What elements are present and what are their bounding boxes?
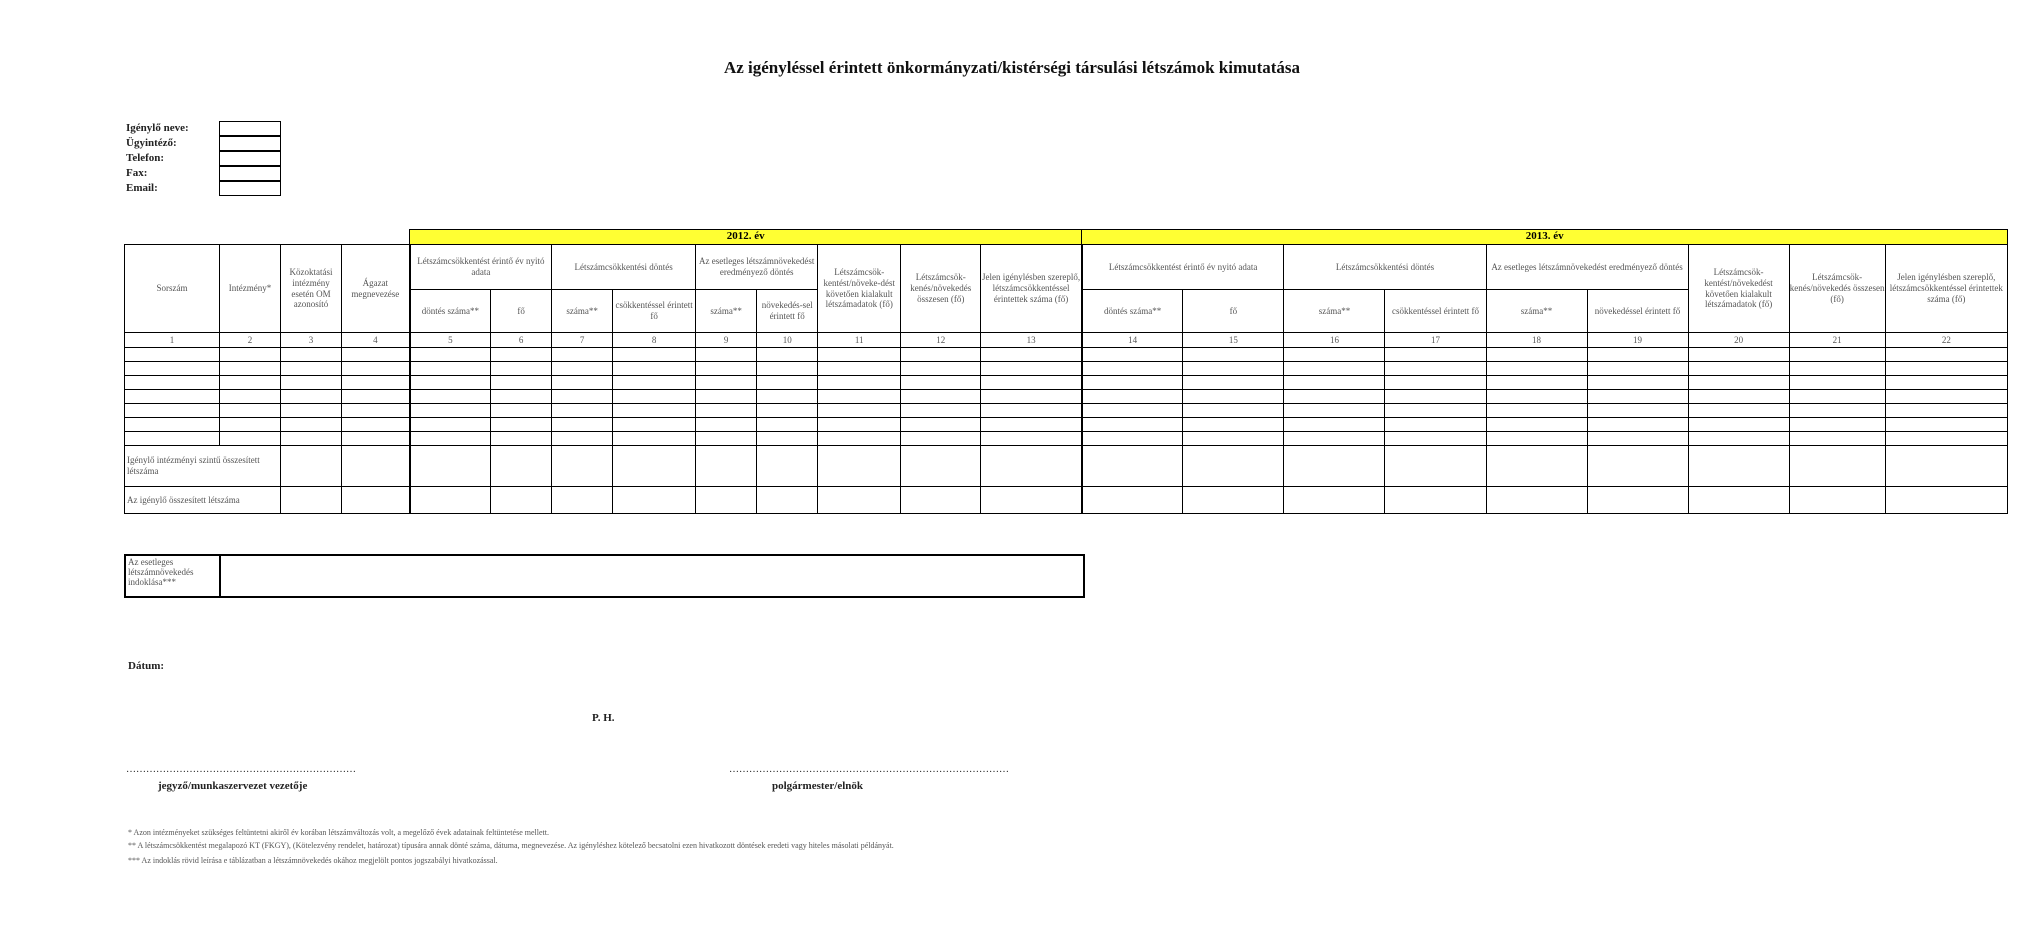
sum-cell[interactable] [901,487,981,514]
table-cell[interactable] [1486,390,1587,404]
sum-cell[interactable] [342,487,410,514]
total-sum-row [125,487,2008,514]
sum-cell[interactable] [901,446,981,487]
table-cell[interactable] [901,404,981,418]
table-cell[interactable] [757,348,818,362]
table-cell[interactable] [552,432,613,446]
column-number: 2 [220,333,281,348]
table-cell[interactable] [410,376,491,390]
table-cell[interactable] [818,418,901,432]
page-title: Az igényléssel érintett önkormányzati/kistérségi társulási létszámok kimutatása [723,58,1301,77]
sum-cell[interactable] [1688,487,1789,514]
table-cell[interactable] [696,348,757,362]
sum-cell[interactable] [491,487,552,514]
table-cell[interactable] [125,348,220,362]
column-number: 16 [1284,333,1385,348]
table-cell[interactable] [818,362,901,376]
sum-cell[interactable] [818,487,901,514]
table-cell[interactable] [1789,418,1885,432]
table-cell[interactable] [757,404,818,418]
table-cell[interactable] [1385,362,1486,376]
table-cell[interactable] [818,348,901,362]
footnote-1: * Azon intézményeket szükséges feltüntetni akiről év korában létszámváltozás volt, a megelőző évek adatainak feltüntetése mellett. [128,828,549,837]
column-number: 12 [901,333,981,348]
table-cell[interactable] [1486,418,1587,432]
sum-cell[interactable] [1082,446,1183,487]
table-cell[interactable] [696,432,757,446]
justification-field[interactable] [220,555,1084,597]
table-cell[interactable] [491,376,552,390]
table-cell[interactable] [1486,404,1587,418]
table-cell[interactable] [552,404,613,418]
table-cell[interactable] [491,432,552,446]
signature-label-mayor: polgármester/elnök [772,780,864,792]
table-cell[interactable] [1183,362,1284,376]
group-2013-esetleges: Az esetleges létszámnövekedést eredményező döntés [1486,245,1688,290]
table-cell[interactable] [1789,432,1885,446]
sum-cell[interactable] [981,446,1082,487]
table-cell[interactable] [1486,348,1587,362]
table-cell[interactable] [220,404,281,418]
sum-cell[interactable] [342,446,410,487]
table-cell[interactable] [613,376,696,390]
group-2013-dontes: Létszámcsökkentési döntés [1284,245,1486,290]
column-number: 21 [1789,333,1885,348]
table-cell[interactable] [1587,432,1688,446]
table-cell[interactable] [1385,404,1486,418]
table-cell[interactable] [1688,362,1789,376]
table-cell[interactable] [757,418,818,432]
table-cell[interactable] [901,432,981,446]
table-row [125,348,2008,362]
sum-cell[interactable] [1486,446,1587,487]
column-number: 9 [696,333,757,348]
table-cell[interactable] [220,418,281,432]
table-cell[interactable] [901,418,981,432]
sub-2013-csokkentessel: csökkentéssel érintett fő [1385,290,1486,333]
table-cell[interactable] [981,432,1082,446]
table-cell[interactable] [1183,390,1284,404]
table-cell[interactable] [1789,404,1885,418]
sub-2013-novekedes: növekedéssel érintett fő [1587,290,1688,333]
table-cell[interactable] [1082,432,1183,446]
table-cell[interactable] [410,362,491,376]
table-cell[interactable] [410,348,491,362]
table-cell[interactable] [1789,376,1885,390]
sum-cell[interactable] [1587,487,1688,514]
table-cell[interactable] [613,418,696,432]
table-cell[interactable] [1789,362,1885,376]
sum-row-2-label: Az igénylő összesített létszáma [125,487,281,514]
table-cell[interactable] [901,362,981,376]
sum-row-1-label: Igénylő intézményi szintű összesített létszáma [125,446,281,487]
table-cell[interactable] [1885,390,2007,404]
table-cell[interactable] [1183,404,1284,418]
col-sorszam: Sorszám [125,245,220,333]
table-cell[interactable] [125,362,220,376]
sum-cell[interactable] [1284,446,1385,487]
table-cell[interactable] [818,432,901,446]
year-2012-header: 2012. év [410,230,1082,245]
table-cell[interactable] [981,418,1082,432]
sum-cell[interactable] [757,487,818,514]
sum-cell[interactable] [281,446,342,487]
table-cell[interactable] [281,390,342,404]
signature-line-mayor: ………………………………………………………………………… [729,764,1009,775]
sum-cell[interactable] [410,446,491,487]
sum-cell[interactable] [1789,446,1885,487]
table-cell[interactable] [1284,418,1385,432]
table-cell[interactable] [491,404,552,418]
table-cell[interactable] [1587,418,1688,432]
table-cell[interactable] [342,362,410,376]
table-cell[interactable] [1082,418,1183,432]
table-cell[interactable] [1688,432,1789,446]
table-cell[interactable] [1587,376,1688,390]
table-cell[interactable] [757,390,818,404]
table-cell[interactable] [1082,404,1183,418]
table-cell[interactable] [342,404,410,418]
column-number: 22 [1885,333,2007,348]
table-cell[interactable] [1486,376,1587,390]
table-cell[interactable] [757,376,818,390]
table-cell[interactable] [220,390,281,404]
column-number: 5 [410,333,491,348]
sub-2013-dontes-szama: döntés száma** [1082,290,1183,333]
column-number: 11 [818,333,901,348]
column-number: 17 [1385,333,1486,348]
table-cell[interactable] [1284,432,1385,446]
col-2012-jelen: Jelen igénylésben szereplő, létszámcsökkentéssel érintettek száma (fő) [981,245,1082,333]
column-number: 13 [981,333,1082,348]
sum-cell[interactable] [613,446,696,487]
table-cell[interactable] [1789,390,1885,404]
sum-cell[interactable] [1385,487,1486,514]
table-cell[interactable] [1385,432,1486,446]
table-cell[interactable] [613,362,696,376]
table-cell[interactable] [613,348,696,362]
sum-cell[interactable] [552,446,613,487]
table-cell[interactable] [1885,418,2007,432]
table-row [125,404,2008,418]
table-cell[interactable] [491,390,552,404]
table-cell[interactable] [342,390,410,404]
col-agazat: Ágazat megnevezése [342,245,410,333]
table-cell[interactable] [220,348,281,362]
group-2012-esetleges: Az esetleges létszámnövekedést eredményező döntés [696,245,818,290]
table-cell[interactable] [1183,348,1284,362]
table-cell[interactable] [1183,432,1284,446]
table-cell[interactable] [552,348,613,362]
column-number: 15 [1183,333,1284,348]
justification-label: Az esetleges létszámnövekedés indoklása*** [125,555,220,597]
table-cell[interactable] [552,390,613,404]
year-2013-header: 2013. év [1082,230,2008,245]
sum-cell[interactable] [696,446,757,487]
table-cell[interactable] [1082,348,1183,362]
table-cell[interactable] [1486,432,1587,446]
table-cell[interactable] [696,362,757,376]
table-cell[interactable] [1688,376,1789,390]
col-2013-osszesen: Létszámcsök-kenés/növekedés összesen (fő) [1789,245,1885,333]
column-number: 1 [125,333,220,348]
phone-field[interactable] [219,151,281,166]
table-cell[interactable] [757,432,818,446]
table-cell[interactable] [281,432,342,446]
table-cell[interactable] [1284,376,1385,390]
sub-2012-fo: fő [491,290,552,333]
sum-cell[interactable] [410,487,491,514]
table-cell[interactable] [1885,432,2007,446]
table-cell[interactable] [981,362,1082,376]
table-cell[interactable] [1183,376,1284,390]
table-cell[interactable] [342,432,410,446]
table-cell[interactable] [613,432,696,446]
table-cell[interactable] [410,418,491,432]
table-cell[interactable] [1183,418,1284,432]
table-cell[interactable] [1885,348,2007,362]
sub-2012-szama: száma** [552,290,613,333]
column-number-row [125,333,2008,348]
table-cell[interactable] [1385,348,1486,362]
table-cell[interactable] [281,376,342,390]
table-cell[interactable] [757,362,818,376]
column-number: 18 [1486,333,1587,348]
table-cell[interactable] [1486,362,1587,376]
table-cell[interactable] [696,390,757,404]
table-cell[interactable] [1385,418,1486,432]
col-intezmeny: Intézmény* [220,245,281,333]
table-cell[interactable] [281,404,342,418]
sum-cell[interactable] [818,446,901,487]
sub-2012-szama-2: száma** [696,290,757,333]
table-cell[interactable] [281,418,342,432]
sum-cell[interactable] [1183,446,1284,487]
table-row [125,432,2008,446]
sum-cell[interactable] [1385,446,1486,487]
table-row [125,418,2008,432]
col-2013-kialakult: Létszámcsök-kentést/növekedést követően kialakult létszámadatok (fő) [1688,245,1789,333]
email-field[interactable] [219,181,281,196]
table-cell[interactable] [342,418,410,432]
fax-field[interactable] [219,166,281,181]
table-row [125,390,2008,404]
table-cell[interactable] [552,362,613,376]
table-cell[interactable] [1082,362,1183,376]
table-cell[interactable] [981,404,1082,418]
sum-cell[interactable] [1688,446,1789,487]
column-number: 3 [281,333,342,348]
table-cell[interactable] [220,362,281,376]
col-2012-kialakult: Létszámcsök-kentést/növeke-dést követően kialakult létszámadatok (fő) [818,245,901,333]
sum-cell[interactable] [1885,446,2007,487]
sum-cell[interactable] [1183,487,1284,514]
sum-cell[interactable] [491,446,552,487]
table-cell[interactable] [491,348,552,362]
table-cell[interactable] [410,390,491,404]
group-2012-erinto: Létszámcsökkentést érintő év nyitó adata [410,245,552,290]
table-cell[interactable] [125,418,220,432]
sum-cell[interactable] [696,487,757,514]
justification-box [124,554,1085,598]
table-cell[interactable] [552,418,613,432]
clerk-label: Ügyintéző: [126,137,177,149]
sub-2012-dontes-szama: döntés száma** [410,290,491,333]
table-cell[interactable] [1885,362,2007,376]
table-cell[interactable] [342,376,410,390]
table-cell[interactable] [125,390,220,404]
table-cell[interactable] [901,376,981,390]
fax-label: Fax: [126,167,148,179]
table-cell[interactable] [1082,390,1183,404]
table-cell[interactable] [491,418,552,432]
col-kozoktatasi: Közoktatási intézmény esetén OM azonosító [281,245,342,333]
table-row [125,362,2008,376]
table-cell[interactable] [1688,390,1789,404]
table-cell[interactable] [410,432,491,446]
sum-cell[interactable] [1284,487,1385,514]
table-cell[interactable] [1284,404,1385,418]
table-cell[interactable] [981,348,1082,362]
table-cell[interactable] [491,362,552,376]
table-cell[interactable] [552,376,613,390]
column-number: 10 [757,333,818,348]
table-cell[interactable] [125,432,220,446]
sum-cell[interactable] [281,487,342,514]
clerk-field[interactable] [219,136,281,151]
footnote-2: ** A létszámcsökkentést megalapozó KT (FKGY), (Kötelezvény rendelet, határozat) típusára annak dönté száma, dátuma, megnevezése. Az igényléshez kötelező becsatolni ezen hivatkozott döntések eredeti vagy hiteles másolati példányát. [128,841,894,850]
table-cell[interactable] [1587,390,1688,404]
table-cell[interactable] [1284,348,1385,362]
sum-cell[interactable] [1082,487,1183,514]
signature-label-notary: jegyző/munkaszervezet vezetője [158,780,308,792]
table-cell[interactable] [1688,404,1789,418]
col-2013-jelen: Jelen igénylésben szereplő, létszámcsökkentéssel érintettek száma (fő) [1885,245,2007,333]
sub-2012-novekedes: növekedés-sel érintett fő [757,290,818,333]
table-cell[interactable] [410,404,491,418]
date-label: Dátum: [128,660,165,672]
table-cell[interactable] [613,404,696,418]
table-cell[interactable] [1284,362,1385,376]
table-cell[interactable] [981,390,1082,404]
signature-line-notary: …………………………………………………………… [126,764,356,775]
column-number: 6 [491,333,552,348]
group-2012-dontes: Létszámcsökkentési döntés [552,245,696,290]
phone-label: Telefon: [126,152,165,164]
institution-sum-row [125,446,2008,487]
table-cell[interactable] [1688,348,1789,362]
table-cell[interactable] [613,390,696,404]
sum-cell[interactable] [552,487,613,514]
footnote-3: *** Az indoklás rövid leírása e táblázatban a létszámnövekedés okához megjelölt pontos jogszabályi hivatkozással. [128,856,498,865]
table-cell[interactable] [125,404,220,418]
table-cell[interactable] [220,376,281,390]
col-2012-osszesen: Létszámcsök-kenés/növekedés összesen (fő) [901,245,981,333]
table-cell[interactable] [818,404,901,418]
table-cell[interactable] [981,376,1082,390]
sum-cell[interactable] [1587,446,1688,487]
column-number: 7 [552,333,613,348]
column-number: 4 [342,333,410,348]
table-cell[interactable] [1587,348,1688,362]
table-cell[interactable] [1082,376,1183,390]
column-number: 14 [1082,333,1183,348]
table-cell[interactable] [1885,404,2007,418]
sub-2013-fo: fő [1183,290,1284,333]
table-cell[interactable] [1885,376,2007,390]
sum-cell[interactable] [613,487,696,514]
sub-2012-csokkentessel: csökkentéssel érintett fő [613,290,696,333]
table-cell[interactable] [696,376,757,390]
contact-block [126,121,281,196]
table-cell[interactable] [696,418,757,432]
table-cell[interactable] [1385,376,1486,390]
email-label: Email: [126,182,158,194]
column-number: 19 [1587,333,1688,348]
name-field[interactable] [219,121,281,136]
sum-cell[interactable] [1486,487,1587,514]
table-cell[interactable] [1587,404,1688,418]
table-cell[interactable] [1789,348,1885,362]
table-cell[interactable] [1385,390,1486,404]
table-cell[interactable] [818,390,901,404]
column-number: 8 [613,333,696,348]
sum-cell[interactable] [1789,487,1885,514]
sum-cell[interactable] [1885,487,2007,514]
table-cell[interactable] [1688,418,1789,432]
table-row [125,376,2008,390]
table-cell[interactable] [818,376,901,390]
sum-cell[interactable] [757,446,818,487]
table-cell[interactable] [125,376,220,390]
table-cell[interactable] [220,432,281,446]
sub-2013-szama: száma** [1284,290,1385,333]
table-cell[interactable] [342,348,410,362]
table-cell[interactable] [281,348,342,362]
stamp-placeholder: P. H. [592,712,615,724]
column-number: 20 [1688,333,1789,348]
sum-cell[interactable] [981,487,1082,514]
table-cell[interactable] [901,348,981,362]
sub-2013-szama-2: száma** [1486,290,1587,333]
table-cell[interactable] [901,390,981,404]
group-2013-erinto: Létszámcsökkentést érintő év nyitó adata [1082,245,1284,290]
table-cell[interactable] [1284,390,1385,404]
table-cell[interactable] [1587,362,1688,376]
table-cell[interactable] [281,362,342,376]
name-label: Igénylő neve: [126,122,189,134]
table-cell[interactable] [696,404,757,418]
headcount-table [124,229,2008,514]
